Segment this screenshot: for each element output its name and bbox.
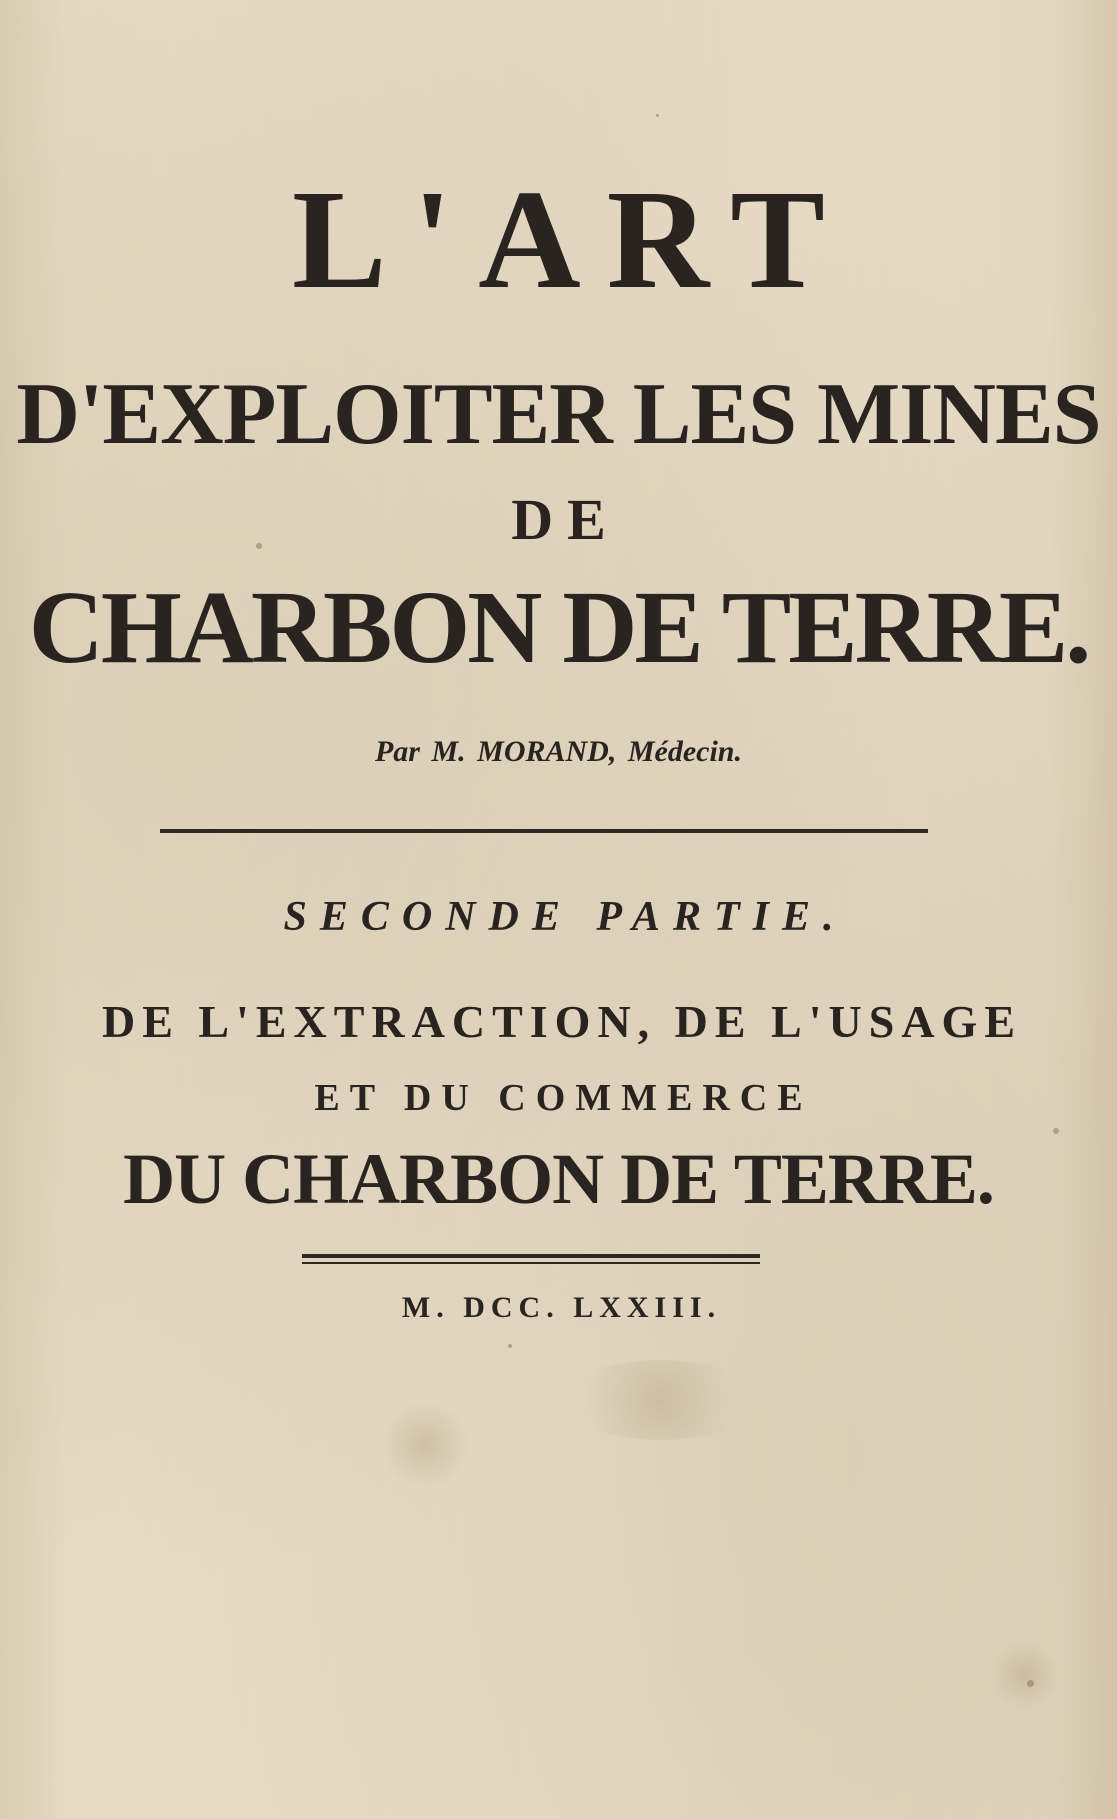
subtitle-line-2: ET DU COMMERCE bbox=[314, 1077, 813, 1119]
paper-stain bbox=[560, 1360, 760, 1440]
title-line-2: D'EXPLOITER LES MINES bbox=[16, 366, 1101, 463]
double-rule-bottom bbox=[302, 1262, 760, 1264]
paper-speck bbox=[656, 114, 659, 117]
paper-stain bbox=[990, 1640, 1060, 1710]
publication-date: M. DCC. LXXIII. bbox=[401, 1291, 722, 1324]
title-line-3: DE bbox=[511, 487, 620, 552]
author-line: Par M. MORAND, Médecin. bbox=[374, 735, 742, 768]
divider-rule bbox=[160, 829, 928, 833]
title-line-4: CHARBON DE TERRE. bbox=[28, 570, 1089, 685]
paper-speck bbox=[1027, 1680, 1034, 1687]
paper-stain bbox=[380, 1400, 470, 1490]
paper-speck bbox=[508, 1344, 512, 1348]
paper-speck bbox=[1053, 1128, 1059, 1134]
title-line-1: L'ART bbox=[292, 160, 851, 318]
subtitle-line-1: DE L'EXTRACTION, DE L'USAGE bbox=[101, 996, 1023, 1047]
subtitle-line-3: DU CHARBON DE TERRE. bbox=[123, 1139, 994, 1219]
double-rule-top bbox=[302, 1254, 760, 1258]
part-heading: SECONDE PARTIE. bbox=[283, 894, 847, 940]
